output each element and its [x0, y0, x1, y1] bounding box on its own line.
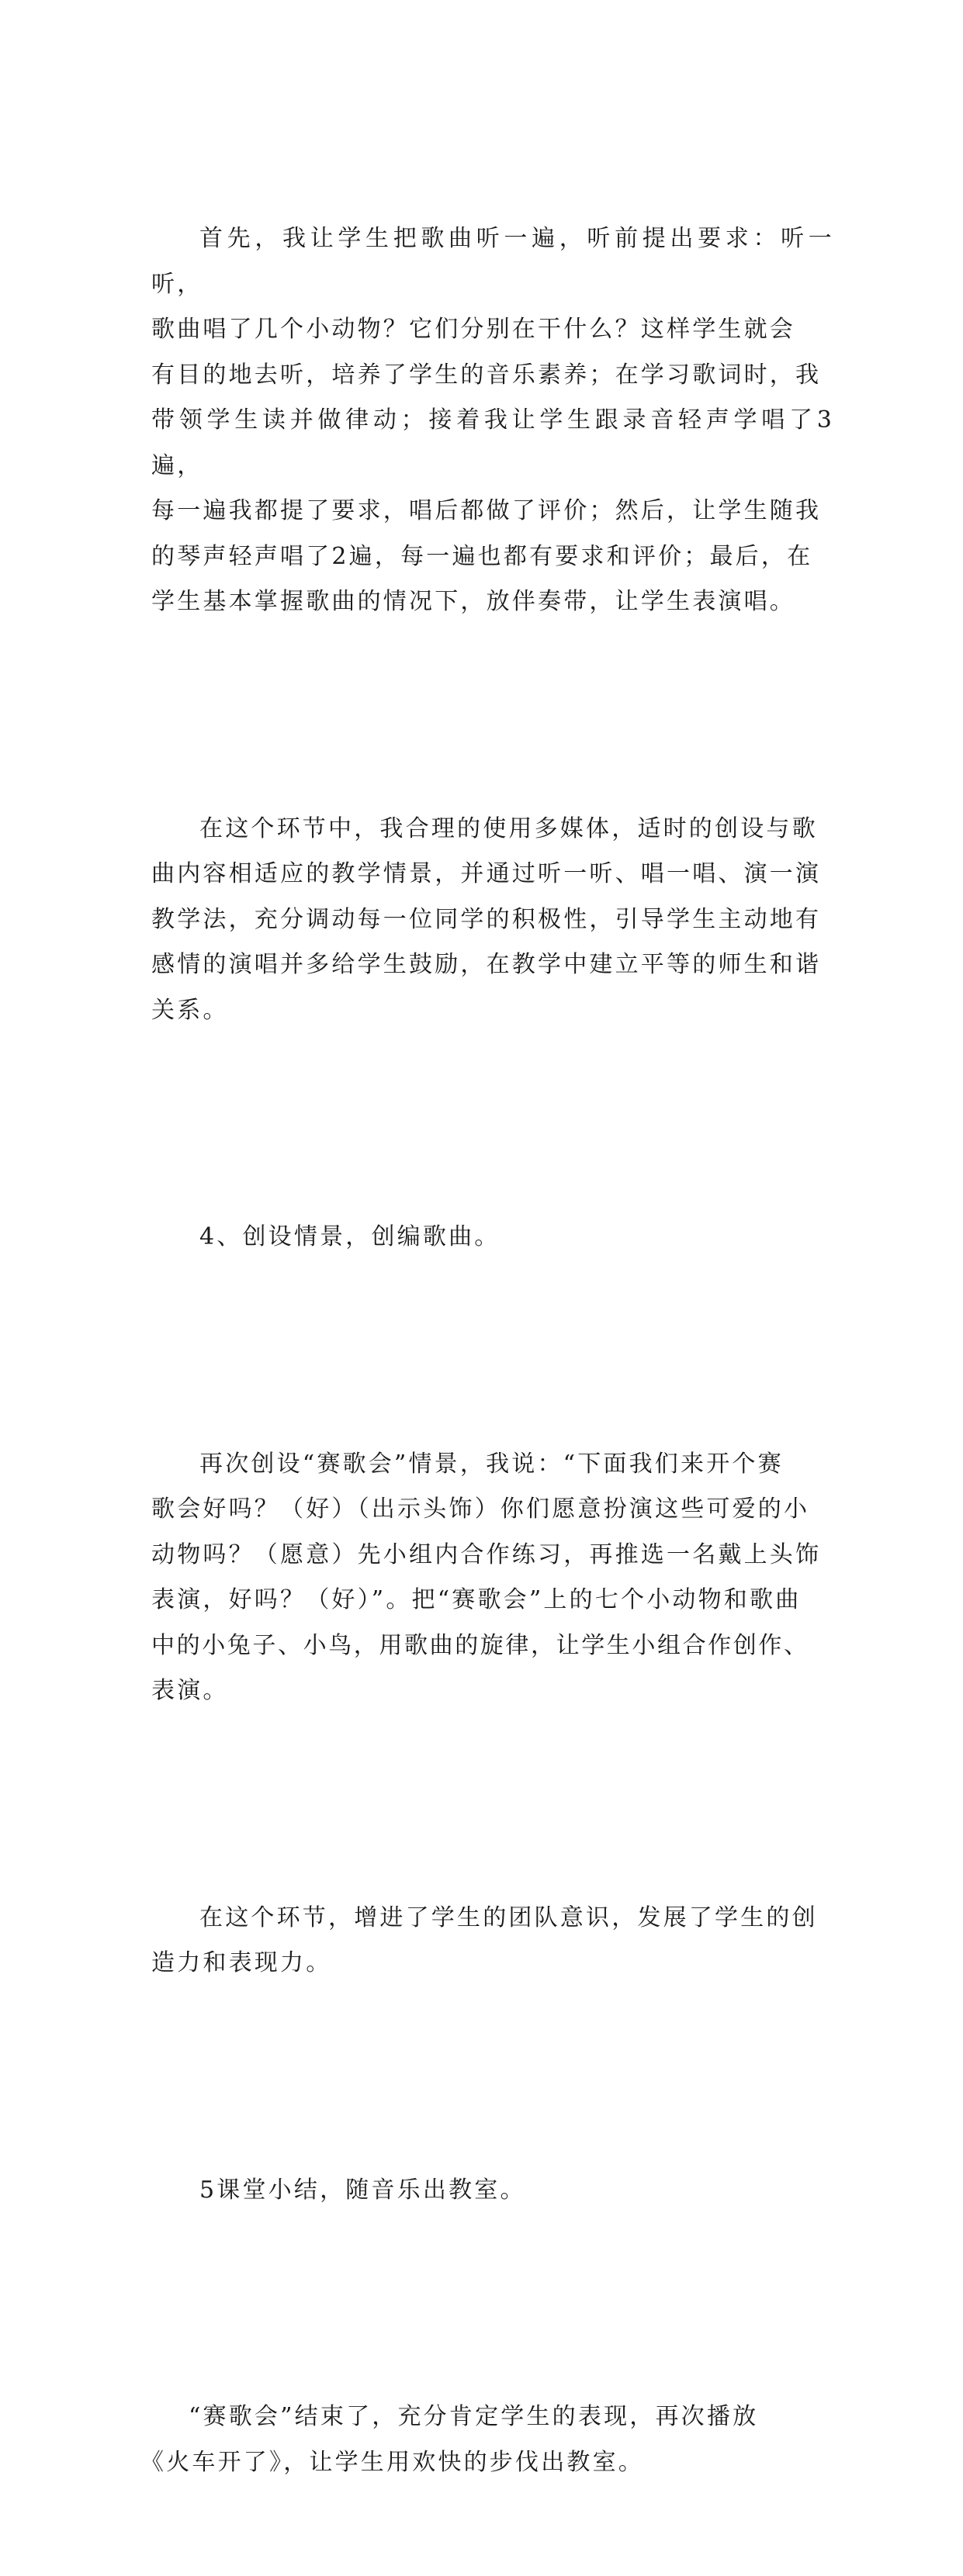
text-line: 教学法，充分调动每一位同学的积极性，引导学生主动地有 — [151, 905, 822, 933]
text-line: 学生基本掌握歌曲的情况下，放伴奏带，让学生表演唱。 — [151, 588, 795, 615]
text-line: 首先，我让学生把歌曲听一遍，听前提出要求：听一听， — [151, 225, 834, 298]
text-line: 曲内容相适应的教学情景，并通过听一听、唱一唱、演一演 — [151, 860, 822, 887]
text-line: 表演，好吗？（好）”。把“赛歌会”上的七个小动物和歌曲 — [151, 1586, 802, 1613]
text-line: 再次创设“赛歌会”情景，我说：“下面我们来开个赛 — [199, 1450, 784, 1478]
text-line: 感情的演唱并多给学生鼓励，在教学中建立平等的师生和谐 — [151, 951, 822, 978]
paragraph-teamwork-reflection — [151, 1805, 834, 2077]
text-line: 带领学生读并做律动；接着我让学生跟录音轻声学唱了3遍， — [151, 406, 834, 479]
text-line: 中的小兔子、小鸟，用歌曲的旋律，让学生小组合作创作、 — [151, 1631, 809, 1659]
text-line: “赛歌会”结束了，充分肯定学生的表现，再次播放 — [189, 2403, 759, 2430]
text-line: 歌会好吗？（好）（出示头饰）你们愿意扮演这些可爱的小 — [151, 1495, 810, 1523]
text-line: 动物吗？（愿意）先小组内合作练习，再推选一名戴上头饰 — [151, 1540, 822, 1568]
section-heading-5 — [151, 2077, 834, 2305]
text-line: 有目的地去听，培养了学生的音乐素养；在学习歌词时，我 — [151, 361, 822, 389]
text-line: 关系。 — [151, 996, 229, 1024]
paragraph-multimedia-reflection — [151, 716, 834, 1125]
paragraph-closing — [140, 2304, 834, 2576]
text-line: 《火车开了》，让学生用欢快的步伐出教室。 — [140, 2448, 644, 2476]
text-line: 在这个环节中，我合理的使用多媒体，适时的创设与歌 — [199, 814, 818, 842]
text-line: 5课堂小结，随音乐出教室。 — [199, 2176, 526, 2204]
paragraph-listening-steps — [151, 126, 834, 716]
text-line: 在这个环节，增进了学生的团队意识，发展了学生的创 — [199, 1903, 818, 1931]
text-line: 的琴声轻声唱了2遍，每一遍也都有要求和评价；最后，在 — [151, 542, 813, 570]
document-body — [140, 126, 834, 2576]
paragraph-song-contest — [151, 1351, 834, 1805]
text-line: 4、创设情景，创编歌曲。 — [199, 1223, 501, 1250]
text-line: 造力和表现力。 — [151, 1949, 332, 1976]
text-line: 每一遍我都提了要求，唱后都做了评价；然后，让学生随我 — [151, 497, 822, 524]
section-heading-4 — [151, 1124, 834, 1351]
text-line: 歌曲唱了几个小动物？它们分别在干什么？这样学生就会 — [151, 316, 795, 343]
text-line: 表演。 — [151, 1677, 229, 1704]
